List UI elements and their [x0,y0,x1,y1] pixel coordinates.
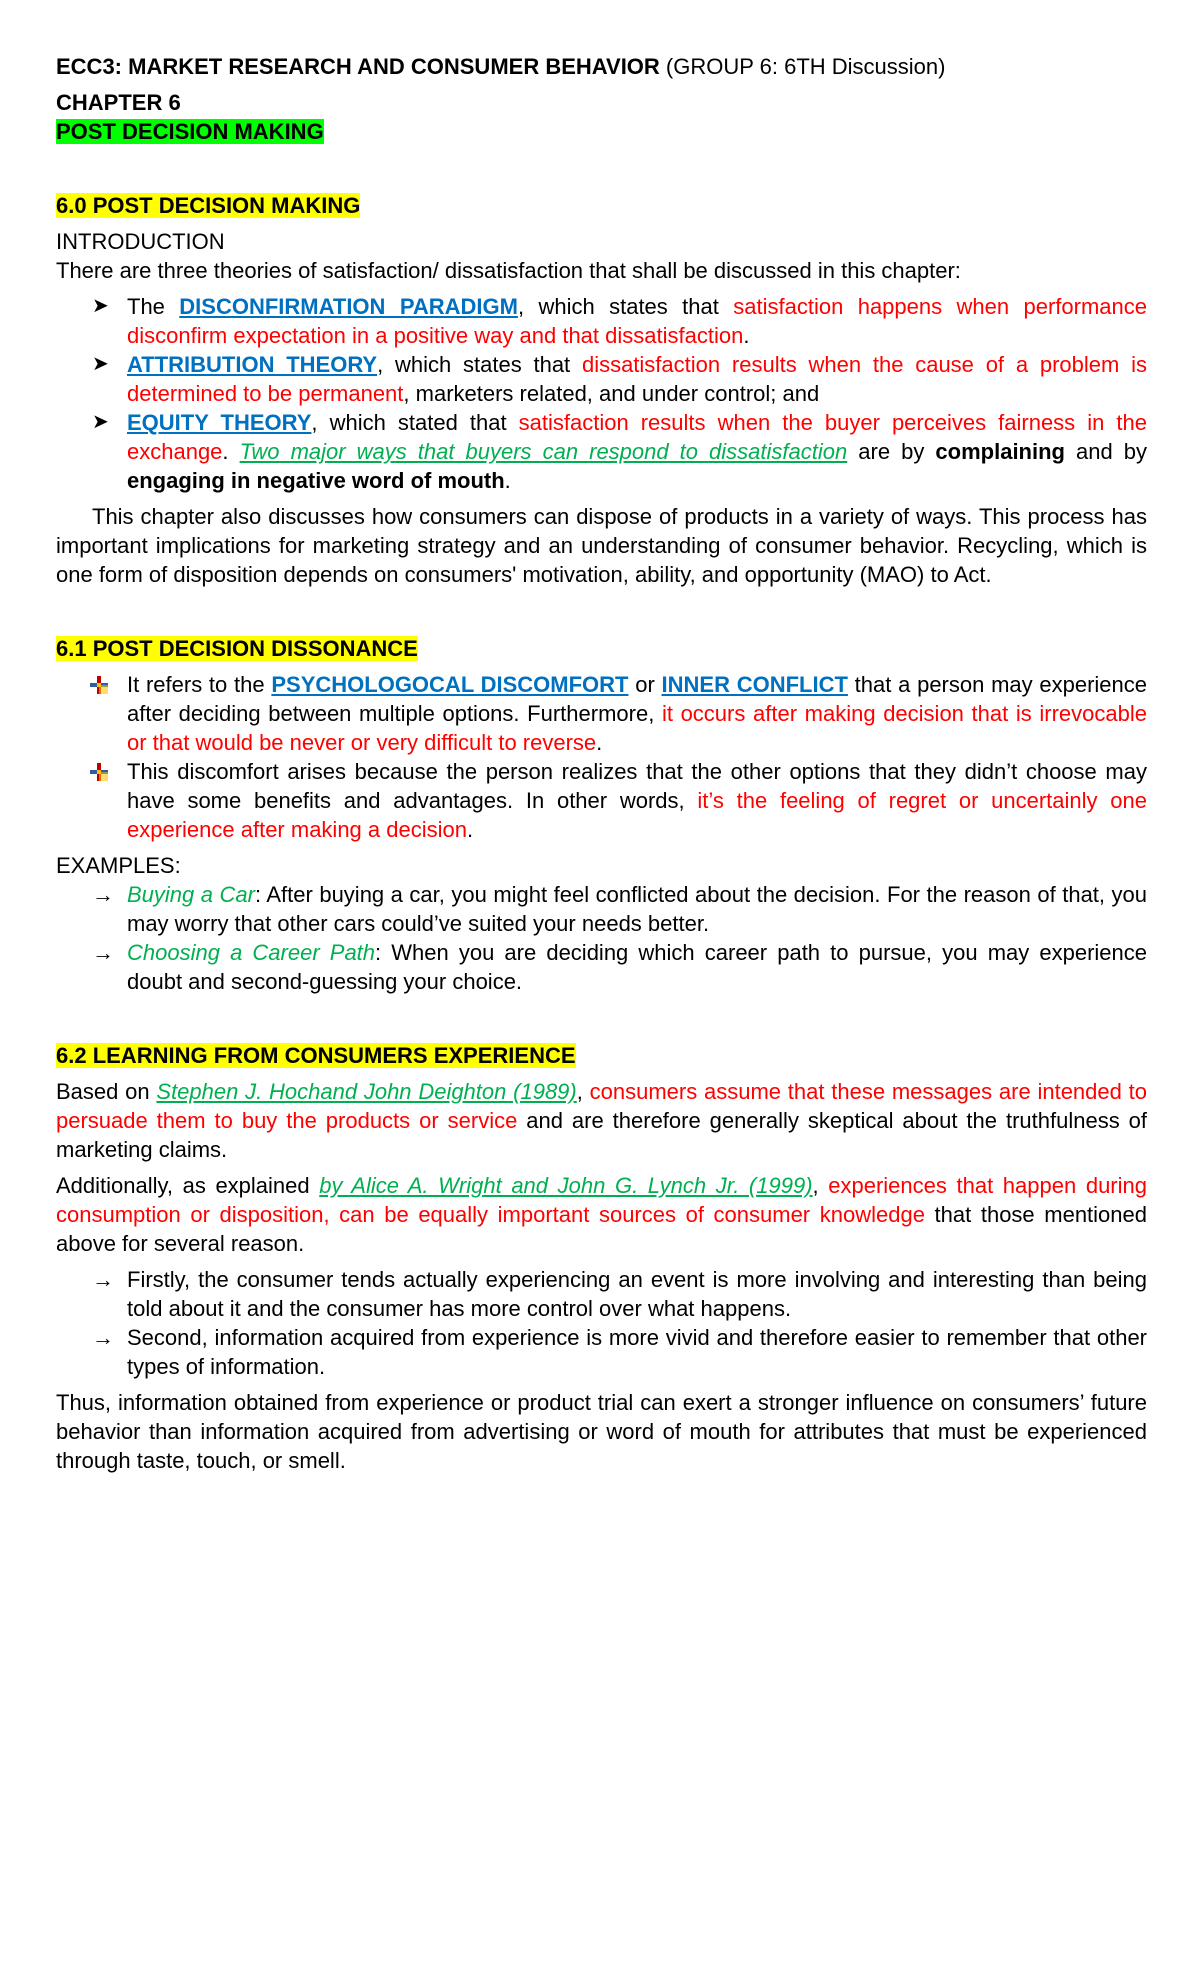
group-info: (GROUP 6: 6TH Discussion) [659,54,946,79]
right-arrow-bullet-icon: → [92,940,114,965]
right-arrow-bullet-icon: → [92,882,114,907]
arrowhead-bullet-icon: ➤ [92,353,109,375]
list-item: ➤ ATTRIBUTION THEORY, which states that dissatisfaction results when the cause of a problem is determined to be permanent, marketers related, and under control; and [92,352,1147,406]
psychological-discomfort-link[interactable]: PSYCHOLOGOCAL DISCOMFORT [271,672,629,697]
dissatisfaction-response-link[interactable]: Two major ways that buyers can respond to dissatisfaction [239,439,848,464]
conclusion-paragraph: Thus, information obtained from experience or product trial can exert a stronger influence on consumers’ future behavior than information acquired from advertising or word of mouth for attributes that must be experienced through taste, touch, or smell. [56,1390,1147,1473]
list-item: This discomfort arises because the person realizes that the other options that they didn’t choose may have some benefits and advantages. In other words, it’s the feeling of regret or uncertainly one experience after making a decision. [56,757,1147,844]
list-item: → Firstly, the consumer tends actually experiencing an event is more involving and interesting than being told about it and the consumer has more control over what happens. [92,1267,1147,1321]
right-arrow-bullet-icon: → [92,1267,114,1292]
disposition-paragraph: This chapter also discusses how consumers can dispose of products in a variety of ways. This process has important implications for marketing strategy and an understanding of consumer behavior. Recycling, which is one form of disposition depends on consumers' motivation, ability, and opportunity (MAO) to Act. [56,504,1147,587]
intro-text: There are three theories of satisfaction/ dissatisfaction that shall be discussed in this chapter: [56,258,961,283]
intro-label: INTRODUCTION [56,229,225,254]
dissonance-list [56,670,1147,844]
colored-plus-bullet-icon [90,763,108,781]
equity-theory-link[interactable]: EQUITY THEORY [127,410,312,435]
section-heading-6-2: 6.2 LEARNING FROM CONSUMERS EXPERIENCE [56,1043,576,1068]
list-item: ➤ EQUITY THEORY, which stated that satisfaction results when the buyer perceives fairness in the exchange. Two major ways that buyers can respond to dissatisfaction are by complaining and by engaging in negative word of mouth. [92,410,1148,493]
colored-plus-bullet-icon [90,676,108,694]
hoch-deighton-citation[interactable]: Stephen J. Hochand John Deighton (1989) [156,1079,577,1104]
section-heading-6-0: 6.0 POST DECISION MAKING [56,193,361,218]
right-arrow-bullet-icon: → [92,1325,114,1350]
chapter-label: CHAPTER 6 [56,90,181,115]
inner-conflict-link[interactable]: INNER CONFLICT [661,672,848,697]
list-item: It refers to the PSYCHOLOGOCAL DISCOMFORT or INNER CONFLICT that a person may experience after deciding between multiple options. Furthermore, it occurs after making decision that is irrevocable or that would be never or very difficult to reverse. [56,670,1147,757]
section-heading-6-1: 6.1 POST DECISION DISSONANCE [56,636,418,661]
list-item: → Second, information acquired from experience is more vivid and therefore easier to remember that other types of information. [92,1325,1147,1379]
arrowhead-bullet-icon: ➤ [92,411,109,433]
examples-label: EXAMPLES: [56,853,181,878]
attribution-theory-link[interactable]: ATTRIBUTION THEORY [127,352,378,377]
examples-list [56,880,1147,996]
list-item: → Buying a Car: After buying a car, you might feel conflicted about the decision. For the reason of that, you may worry that other cars could’ve suited your needs better. [92,882,1147,936]
document-body [56,52,1147,1475]
hoch-deighton-paragraph: Based on Stephen J. Hochand John Deighton (1989), consumers assume that these messages are intended to persuade them to buy the products or service and are therefore generally skeptical about the truthfulness of marketing claims. [56,1079,1147,1162]
list-item: → Choosing a Career Path: When you are deciding which career path to pursue, you may experience doubt and second-guessing your choice. [92,940,1147,994]
course-title-line [56,52,1147,81]
theory-list [56,292,1147,495]
reasons-list [56,1265,1147,1381]
wright-lynch-citation[interactable]: by Alice A. Wright and John G. Lynch Jr. (1999) [319,1173,813,1198]
disconfirmation-paradigm-link[interactable]: DISCONFIRMATION PARADIGM [179,294,518,319]
arrowhead-bullet-icon: ➤ [92,295,109,317]
chapter-title: POST DECISION MAKING [56,119,324,144]
course-title: ECC3: MARKET RESEARCH AND CONSUMER BEHAVIOR [56,54,660,79]
list-item: ➤ The DISCONFIRMATION PARADIGM, which states that satisfaction happens when performance disconfirm expectation in a positive way and that dissatisfaction. [92,294,1147,348]
wright-lynch-paragraph: Additionally, as explained by Alice A. Wright and John G. Lynch Jr. (1999), experiences that happen during consumption or disposition, can be equally important sources of consumer knowledge that those mentioned above for several reason. [56,1173,1148,1256]
